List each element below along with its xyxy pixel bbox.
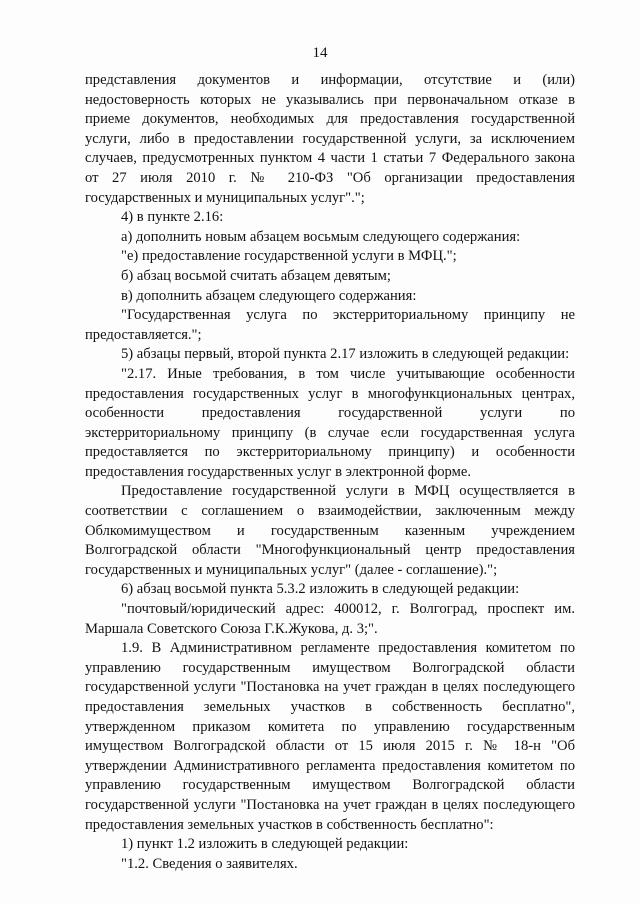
paragraph: а) дополнить новым абзацем восьмым следующего содержания: bbox=[121, 228, 521, 245]
paragraph: "2.17. Иные требования, в том числе учитывающие особенности предоставления государственных услуг в многофункциональных центрах, особенности предоставления государственной услуги по экстерриториальному принципу (в случае если государственная услуга предоставляется по экстерриториальному принципу) и особенности предоставления государственных услуг в электронной форме. bbox=[85, 365, 575, 480]
paragraph: 1) пункт 1.2 изложить в следующей редакции: bbox=[121, 836, 409, 853]
paragraph: Предоставление государственной услуги в МФЦ осуществляется в соответствии с соглашением о взаимодействии, заключенным между Облкомимуществом и государственным казенным учреждением Волгоградской области "Многофункциональный центр предоставления государственных и муниципальных услуг" (далее - соглашение)."; bbox=[85, 483, 575, 578]
paragraph: "1.2. Сведения о заявителях. bbox=[121, 855, 298, 872]
paragraph: 5) абзацы первый, второй пункта 2.17 изложить в следующей редакции: bbox=[121, 346, 570, 363]
document-body bbox=[85, 71, 575, 874]
paragraph: "почтовый/юридический адрес: 400012, г. Волгоград, проспект им. Маршала Советского Союза Г.К.Жукова, д. 3;". bbox=[85, 601, 575, 637]
paragraph: "Государственная услуга по экстерриториальному принципу не предоставляется."; bbox=[85, 307, 575, 343]
paragraph: 4) в пункте 2.16: bbox=[121, 209, 224, 226]
paragraph: 6) абзац восьмой пункта 5.3.2 изложить в следующей редакции: bbox=[121, 581, 520, 598]
page-number: 14 bbox=[312, 45, 328, 61]
paragraph: представления документов и информации, отсутствие и (или) недостоверность которых не указывались при первоначальном отказе в приеме документов, необходимых для предоставления государственной услуги, либо в предоставлении государственной услуги, за исключением случаев, предусмотренных пунктом 4 части 1 статьи 7 Федерального закона от 27 июля 2010 г. № 210-ФЗ "Об организации предоставления государственных и муниципальных услуг"."; bbox=[85, 72, 575, 206]
paragraph: в) дополнить абзацем следующего содержания: bbox=[121, 287, 417, 304]
paragraph: 1.9. В Административном регламенте предоставления комитетом по управлению государственным имуществом Волгоградской области государственной услуги "Постановка на учет граждан в целях последующего предоставления земельных участков в собственность бесплатно", утвержденном приказом комитета по управлению государственным имуществом Волгоградской области от 15 июля 2015 г. № 18-н "Об утверждении Административного регламента предоставления комитетом по управлению государственным имуществом Волгоградской области государственной услуги "Постановка на учет граждан в целях последующего предоставления земельных участков в собственность бесплатно": bbox=[85, 640, 575, 833]
paragraph: "е) предоставление государственной услуги в МФЦ."; bbox=[121, 248, 457, 265]
paragraph: б) абзац восьмой считать абзацем девятым; bbox=[121, 267, 391, 284]
